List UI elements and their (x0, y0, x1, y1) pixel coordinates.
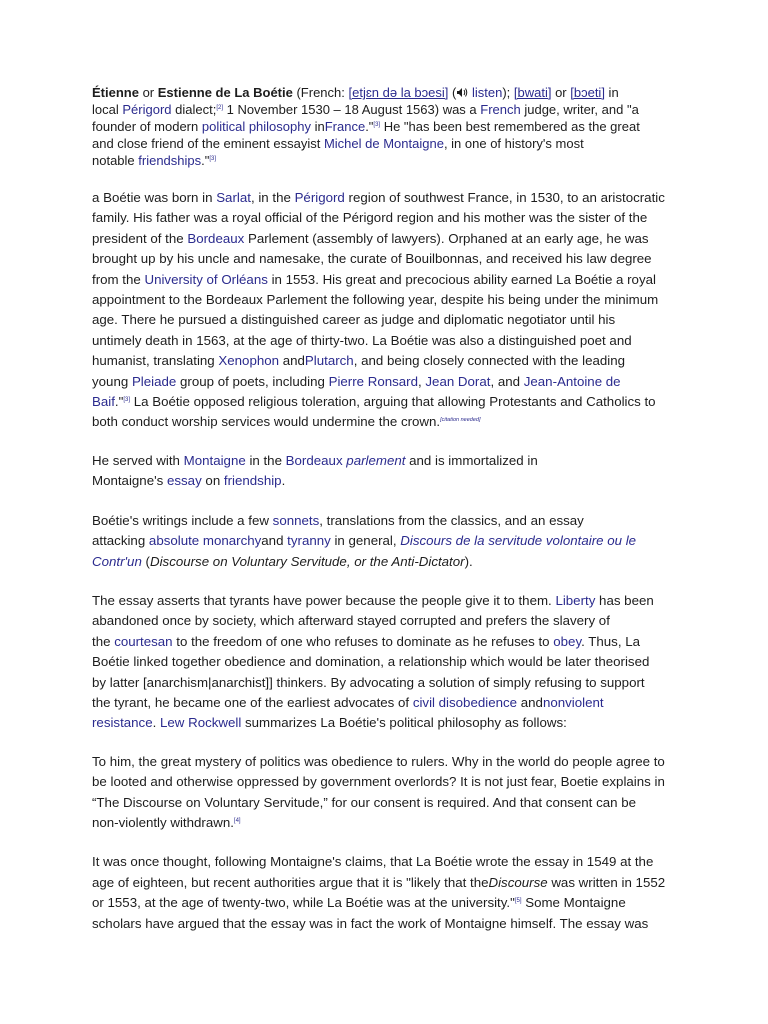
link-dorat[interactable]: Jean Dorat (425, 373, 491, 389)
text: , in one of history's most (443, 136, 584, 151)
intro-paragraph (92, 84, 712, 169)
text: and is immortalized in (405, 452, 538, 468)
text: region of southwest France, in 1530, to an aristocratic (344, 190, 665, 205)
text: attacking (92, 533, 149, 549)
text: be looted and otherwise oppressed by government overlords? It is not just fear, Boetie explains in (92, 774, 665, 790)
text: ." (201, 153, 210, 168)
name-etienne: Étienne (92, 85, 139, 100)
text: summarizes La Boétie's political philosophy as follows: (241, 715, 567, 731)
text: brought up by his uncle and namesake, the curate of Bouilbonnas, and received his law degree (92, 251, 652, 267)
text: in 1553. His great and precocious ability earned La Boétie a royal (267, 271, 656, 287)
link-friendship[interactable]: friendship (223, 473, 282, 489)
text: a Boétie was born in (92, 190, 217, 205)
text: . (152, 715, 160, 731)
text: or (138, 85, 158, 100)
text: or (551, 85, 571, 100)
ipa-link-1[interactable]: [etjɛn də la bɔesi] (348, 85, 449, 100)
writings-paragraph (92, 511, 712, 572)
text: and close friend of the eminent essayist (92, 136, 324, 151)
text: to the freedom of one who refuses to dominate as he refuses to (172, 633, 554, 649)
link-political-philosophy[interactable]: political philosophy (201, 119, 311, 134)
text: in general, (330, 533, 401, 549)
quote-paragraph (92, 752, 712, 834)
text: It was once thought, following Montaigne's claims, that La Boétie wrote the essay in 1549 at the (92, 854, 654, 870)
essay-paragraph (92, 591, 712, 734)
text: has been (595, 592, 654, 608)
text: appointment to the Bordeaux Parlement the following year, despite his being under the minimum (92, 292, 659, 308)
link-pleiade[interactable]: Pleiade (131, 373, 177, 389)
text: Boétie's writings include a few (92, 512, 273, 528)
text: , and being closely connected with the leading (353, 353, 625, 369)
text: both conduct worship services would undermine the crown. (92, 414, 441, 430)
text: . (281, 473, 286, 489)
ref-3[interactable]: [3] (209, 156, 217, 162)
text: from the (92, 271, 145, 287)
speaker-icon[interactable] (456, 87, 468, 98)
text: in (604, 85, 619, 100)
link-french[interactable]: French (480, 102, 521, 117)
text: local (92, 102, 123, 117)
link-nonviolent-resistance[interactable]: nonviolent (542, 694, 604, 710)
ref-2[interactable]: [2] (216, 105, 223, 111)
text: (French: (292, 85, 349, 100)
link-xenophon[interactable]: Xenophon (218, 353, 280, 369)
link-perigord[interactable]: Périgord (122, 102, 172, 117)
text: abandoned once by society, which afterward stayed corrupted and prefers the slavery of (92, 613, 610, 629)
link-parlement[interactable]: parlement (346, 452, 406, 468)
text: “The Discourse on Voluntary Servitude,” for our consent is required. And that consent can be (92, 794, 636, 810)
link-montaigne[interactable]: Montaigne (183, 452, 246, 468)
link-courtesan[interactable]: courtesan (114, 633, 173, 649)
text: Parlement (assembly of lawyers). Orphaned at an early age, he was (244, 230, 649, 246)
link-university-orleans[interactable]: University of Orléans (144, 271, 268, 287)
text: in (310, 119, 325, 134)
link-sonnets[interactable]: sonnets (272, 512, 320, 528)
text: and (261, 533, 288, 549)
biography-paragraph (92, 188, 712, 433)
ipa-link-3[interactable]: [bɔeti] (570, 85, 605, 100)
link-plutarch[interactable]: Plutarch (304, 353, 354, 369)
ref-3[interactable]: [3] (373, 122, 381, 128)
text: or 1553, at the age of twenty-two, while La Boétie was at the university." (92, 895, 515, 911)
text: Some Montaigne (521, 895, 626, 911)
link-montaigne[interactable]: Michel de Montaigne (323, 136, 444, 151)
link-tyranny[interactable]: tyranny (287, 533, 331, 549)
text: humanist, translating (92, 353, 219, 369)
text: dialect; (171, 102, 217, 117)
citation-needed[interactable]: [citation needed] (440, 417, 481, 424)
montaigne-paragraph (92, 451, 712, 492)
discourse-word: Discourse (488, 874, 548, 890)
text: , (418, 373, 426, 389)
text: 1 November 1530 – 18 August 1563) was a (222, 102, 481, 117)
text: in the (245, 452, 286, 468)
ipa-link-2[interactable]: [bwati] (513, 85, 552, 100)
text: notable (92, 153, 139, 168)
ref-4[interactable]: [4] (233, 817, 241, 824)
text: and (517, 694, 543, 710)
text: non-violently withdrawn. (92, 814, 234, 830)
link-bordeaux[interactable]: Bordeaux (285, 452, 343, 468)
text: age. There he pursued a distinguished career as judge and diplomatic negotiator until his (92, 312, 616, 328)
article-page (92, 84, 712, 934)
text: , translations from the classics, and an essay (319, 512, 584, 528)
text: group of poets, including (176, 373, 329, 389)
ref-5[interactable]: [5] (514, 898, 522, 905)
link-bordeaux[interactable]: Bordeaux (187, 230, 245, 246)
link-obey[interactable]: obey (553, 633, 582, 649)
text: and (279, 353, 305, 369)
text: scholars have argued that the essay was in fact the work of Montaigne himself. The essay was (92, 915, 649, 931)
text: president of the (92, 230, 188, 246)
text: The essay asserts that tyrants have power because the people give it to them. (92, 592, 556, 608)
text: He "has been best remembered as the great (380, 119, 640, 134)
ref-3[interactable]: [3] (123, 397, 131, 404)
text: ." (114, 394, 124, 410)
text: founder of modern (92, 119, 202, 134)
link-sarlat[interactable]: Sarlat (216, 190, 251, 205)
link-france[interactable]: France (324, 119, 366, 134)
link-friendships[interactable]: friendships (138, 153, 202, 168)
link-ronsard[interactable]: Pierre Ronsard (328, 373, 419, 389)
link-discours[interactable]: Discours de la servitude volontaire ou le (400, 533, 637, 549)
text: judge, writer, and "a (520, 102, 639, 117)
text: untimely death in 1563, at the age of thirty-two. La Boétie was also a distinguished poet and (92, 332, 632, 348)
text: was written in 1552 (547, 874, 666, 890)
text: age of eighteen, but recent authorities argue that it is "likely that the (92, 874, 489, 890)
text: on (201, 473, 224, 489)
link-liberty[interactable]: Liberty (555, 592, 596, 608)
text: ( (141, 553, 150, 569)
listen-link[interactable]: listen (468, 85, 503, 100)
text: young (92, 373, 132, 389)
text: . Thus, La (581, 633, 641, 649)
link-perigord[interactable]: Périgord (294, 190, 345, 205)
link-discours[interactable]: Contr'un (92, 553, 142, 569)
name-estienne: Estienne de La Boétie (157, 85, 293, 100)
text: family. His father was a royal official of the Périgord region and his mother was the sister of the (92, 210, 648, 226)
text: , and (490, 373, 524, 389)
dating-paragraph (92, 852, 712, 934)
text: ( (448, 85, 457, 100)
text: by latter [anarchism|anarchist]] thinkers. By advocating a solution of simply refusing to support (92, 674, 645, 690)
link-essay[interactable]: essay (166, 473, 202, 489)
text: La Boétie opposed religious toleration, arguing that allowing Protestants and Catholics to (130, 394, 656, 410)
text: the tyrant, he became one of the earliest advocates of (92, 694, 413, 710)
text: To him, the great mystery of politics was obedience to rulers. Why in the world do people agree to (92, 753, 665, 769)
link-civil-disobedience[interactable]: civil disobedience (412, 694, 518, 710)
text: He served with (92, 452, 184, 468)
text: Boétie linked together obedience and domination, a relationship which would be later theorised (92, 654, 650, 670)
text: Montaigne's (92, 473, 167, 489)
link-absolute-monarchy[interactable]: absolute monarchy (148, 533, 262, 549)
text: ). (464, 553, 473, 569)
link-baif[interactable]: Baif (92, 394, 115, 410)
text: ." (365, 119, 374, 134)
link-nonviolent-resistance[interactable]: resistance (92, 715, 153, 731)
discourse-title: Discourse on Voluntary Servitude, or the Anti-Dictator (149, 553, 465, 569)
link-lew-rockwell[interactable]: Lew Rockwell (160, 715, 242, 731)
link-baif[interactable]: Jean-Antoine de (523, 373, 621, 389)
text: ); (502, 85, 514, 100)
text: the (92, 633, 115, 649)
text: , in the (250, 190, 295, 205)
